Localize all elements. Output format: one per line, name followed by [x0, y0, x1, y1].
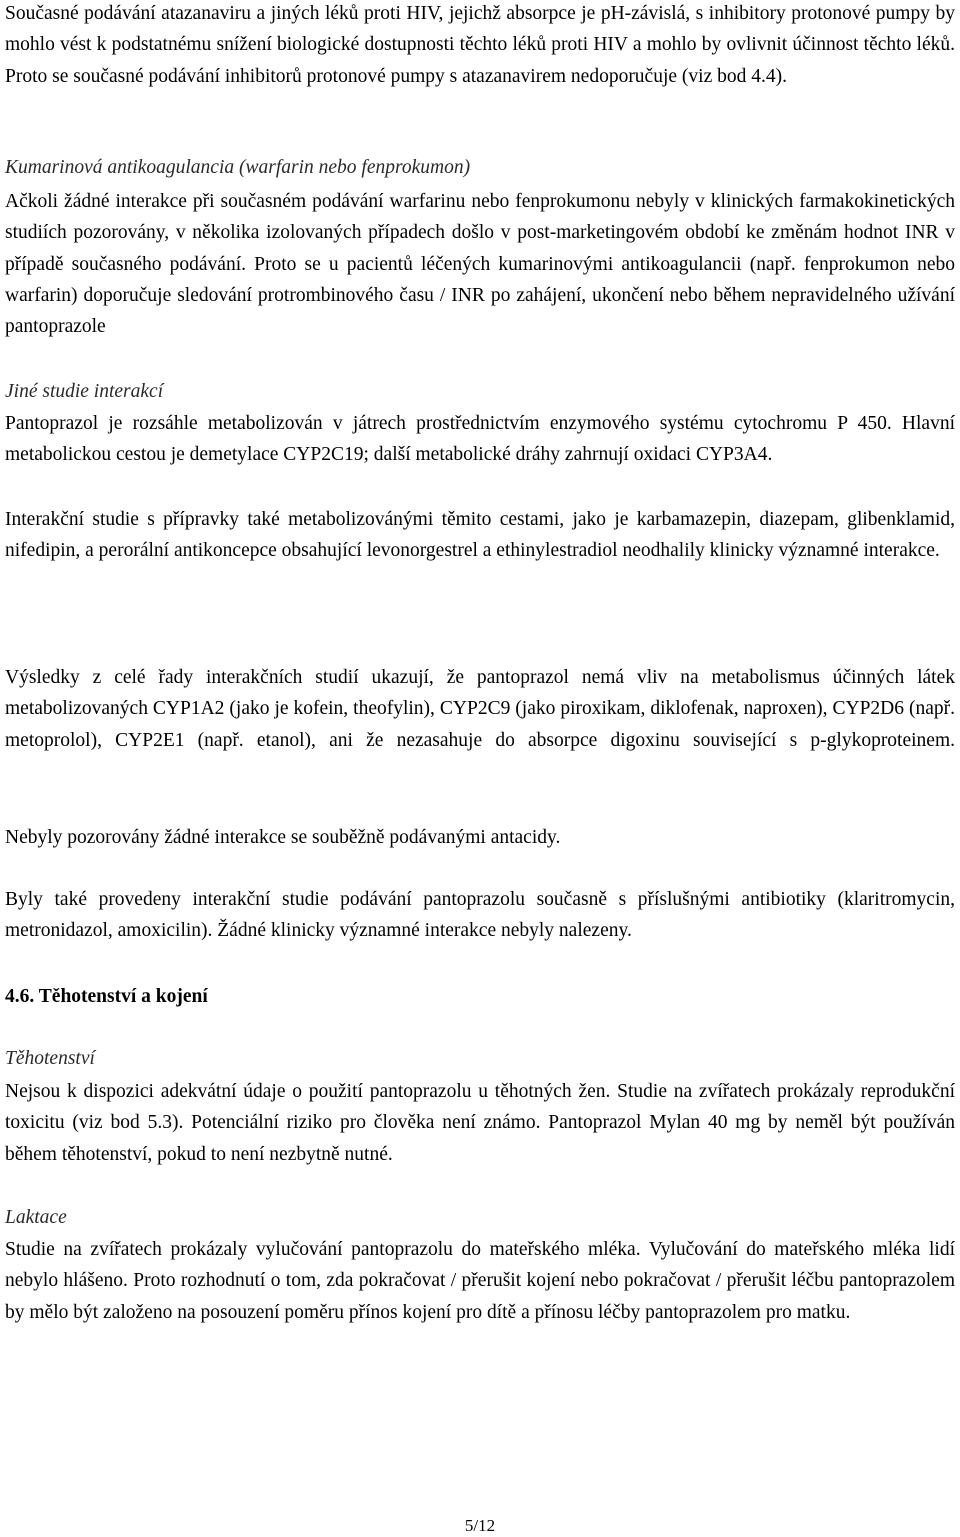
heading-laktace: Laktace [5, 1207, 67, 1228]
page-number: 5/12 [464, 1516, 496, 1535]
heading-jine-studie-interakci: Jiné studie interakcí [5, 381, 164, 402]
heading-kumarinova-antikoagulancia: Kumarinová antikoagulancia (warfarin nebo fenprokumon) [5, 157, 471, 178]
paragraph-antibiotika: Byly také provedeny interakční studie podávání pantoprazolu současně s příslušnými antibiotiky (klaritromycin, metronidazol, amoxicilin). Žádné klinicky významné interakce nebyly nalezeny. [5, 889, 955, 942]
paragraph-atazanavir: Současné podávání atazanaviru a jiných léků proti HIV, jejichž absorpce je pH-závislá, s inhibitory protonové pumpy by mohlo vést k podstatnému snížení biologické dostupnosti těchto léků proti HIV a mohlo by ovlivnit účinnost těchto léků. Proto se současné podávání inhibitorů protonové pumpy s atazanavirem nedoporučuje (viz bod 4.4). [5, 3, 955, 87]
paragraph-interakcni-studie: Interakční studie s přípravky také metabolizovánými těmito cestami, jako je karbamazepin, diazepam, glibenklamid, nifedipin, a perorální antikoncepce obsahující levonorgestrel a ethinylestradiol neodhalily klinicky významné interakce. [5, 509, 955, 562]
paragraph-vysledky: Výsledky z celé řady interakčních studií ukazují, že pantoprazol nemá vliv na metabolismus účinných látek metabolizovaných CYP1A2 (jako je kofein, theofylin), CYP2C9 (jako piroxikam, diklofenak, naproxen), CYP2D6 (např. metoprolol), CYP2E1 (např. etanol), ani že nezasahuje do absorpce digoxinu související s p-glykoproteinem. [5, 667, 955, 751]
paragraph-kumarinova: Ačkoli žádné interakce při současném podávání warfarinu nebo fenprokumonu nebyly v klinických farmakokinetických studiích pozorovány, v několika izolovaných případech došlo v post-marketingovém období ke změnám hodnot INR v případě současného podávání. Proto se u pacientů léčených kumarinovými antikoagulancii (např. fenprokumon nebo warfarin) doporučuje sledování protrombinového času / INR po zahájení, ukončení nebo během nepravidelného užívání pantoprazole [5, 191, 955, 338]
section-title: Těhotenství a kojení [38, 986, 208, 1007]
paragraph-metabolismus: Pantoprazol je rozsáhle metabolizován v játrech prostřednictvím enzymového systému cytochromu P 450. Hlavní metabolickou cestou je demetylace CYP2C19; další metabolické dráhy zahrnují oxidaci CYP3A4. [5, 413, 955, 466]
paragraph-laktace: Studie na zvířatech prokázaly vylučování pantoprazolu do mateřského mléka. Vylučování do mateřského mléka lidí nebylo hlášeno. Proto rozhodnutí o tom, zda pokračovat / přerušit kojení nebo pokračovat / přerušit léčbu pantoprazolem by mělo být založeno na posouzení poměru přínos kojení pro dítě a přínosu léčby pantoprazolem pro matku. [5, 1239, 955, 1323]
paragraph-tehotenstvi: Nejsou k dispozici adekvátní údaje o použití pantoprazolu u těhotných žen. Studie na zvířatech prokázaly reprodukční toxicitu (viz bod 5.3). Potenciální riziko pro člověka není známo. Pantoprazol Mylan 40 mg by neměl být používán během těhotenství, pokud to není nezbytně nutné. [5, 1081, 955, 1165]
section-number: 4.6. [5, 986, 35, 1007]
paragraph-antacida: Nebyly pozorovány žádné interakce se souběžně podávanými antacidy. [5, 827, 561, 848]
section-heading-4-6 [5, 981, 955, 1012]
heading-tehotenstvi: Těhotenství [5, 1048, 95, 1069]
